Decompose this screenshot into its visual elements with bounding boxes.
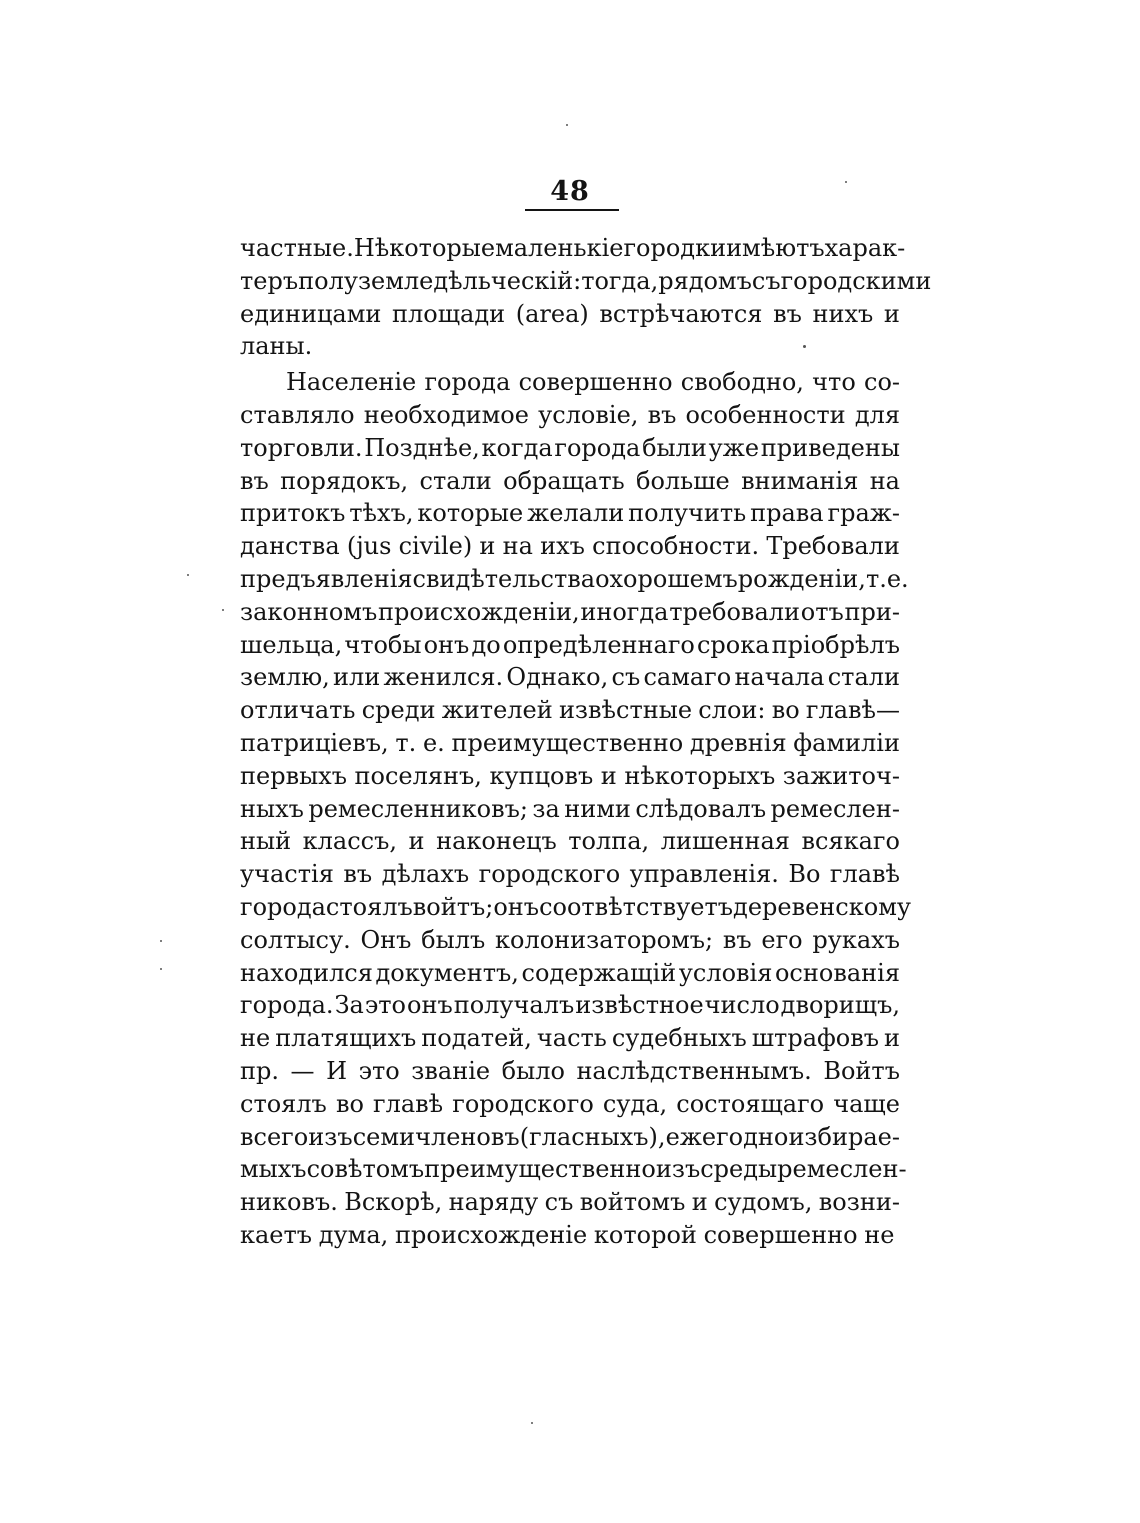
text-line: пр. — И это званіе было наслѣдственнымъ. Войтъ <box>240 1056 900 1085</box>
text-line: всего изъ семи членовъ (гласныхъ), ежегодно избирае- <box>240 1122 900 1151</box>
text-line: шельца, чтобы онъ до опредѣленнаго срока пріобрѣлъ <box>240 630 900 659</box>
text-line: мыхъ совѣтомъ преимущественно изъ среды ремеслен- <box>240 1155 907 1184</box>
page-number-rule <box>525 209 619 211</box>
text-line: ный классъ, и наконецъ толпа, лишенная всякаго <box>240 827 900 856</box>
text-line: данства (jus civile) и на ихъ способности. Требовали <box>240 532 900 561</box>
paragraph <box>240 232 932 363</box>
scan-speck <box>187 574 189 576</box>
scan-speck <box>222 609 224 611</box>
scan-speck <box>845 181 847 183</box>
text-line: торговли. Позднѣе, когда города были уже приведены <box>240 433 900 462</box>
scan-speck <box>160 940 162 942</box>
body-text <box>240 232 932 1252</box>
text-line: землю, или женился. Однако, съ самаго начала стали <box>240 663 900 692</box>
text-line: солтысу. Онъ былъ колонизаторомъ; въ его рукахъ <box>240 925 900 954</box>
text-line: притокъ тѣхъ, которые желали получить права граж- <box>240 499 900 528</box>
text-line: города стоялъ войтъ; онъ соотвѣтствуетъ деревенскому <box>240 892 911 921</box>
text-line: въ порядокъ, стали обращать больше вниманія на <box>240 466 900 495</box>
scan-speck <box>566 124 568 126</box>
text-line: отличать среди жителей извѣстные слои: во главѣ— <box>240 696 900 725</box>
scan-speck <box>160 968 162 970</box>
text-line: никовъ. Вскорѣ, наряду съ войтомъ и судомъ, возни- <box>240 1188 900 1217</box>
text-line: ныхъ ремесленниковъ; за ними слѣдовалъ ремеслен- <box>240 794 900 823</box>
paragraph <box>240 366 911 1252</box>
text-line: ставляло необходимое условіе, въ особенности для <box>240 400 900 429</box>
scan-speck <box>531 1422 533 1424</box>
text-line: ланы. <box>240 332 313 361</box>
text-line: предъявленія свидѣтельства о хорошемъ рожденіи, т. е. <box>240 564 909 593</box>
text-line: каетъ дума, происхожденіе которой совершенно не <box>240 1220 895 1249</box>
text-line: находился документъ, содержащій условія основанія <box>240 958 900 987</box>
text-line: Населеніе города совершенно свободно, что со- <box>286 368 900 397</box>
scan-speck <box>803 345 806 348</box>
text-line: законномъ происхожденіи, иногда требовали отъ при- <box>240 597 900 626</box>
text-line: не платящихъ податей, часть судебныхъ штрафовъ и <box>240 1024 900 1053</box>
text-line: первыхъ поселянъ, купцовъ и нѣкоторыхъ зажиточ- <box>240 761 900 790</box>
text-line: участія въ дѣлахъ городского управленія. Во главѣ <box>240 860 900 889</box>
text-line: единицами площади (area) встрѣчаются въ нихъ и <box>240 299 900 328</box>
text-line: частные. Нѣкоторые маленькіе городки имѣютъ харак- <box>240 234 906 262</box>
text-line: патриціевъ, т. е. преимущественно древнія фамиліи <box>240 728 900 757</box>
text-line: теръ полуземледѣльческій: тогда, рядомъ съ городскими <box>240 266 932 295</box>
page-number: 48 <box>550 176 590 207</box>
text-line: стоялъ во главѣ городского суда, состоящаго чаще <box>240 1089 900 1118</box>
text-line: города. За это онъ получалъ извѣстное число дворищъ, <box>240 991 900 1020</box>
